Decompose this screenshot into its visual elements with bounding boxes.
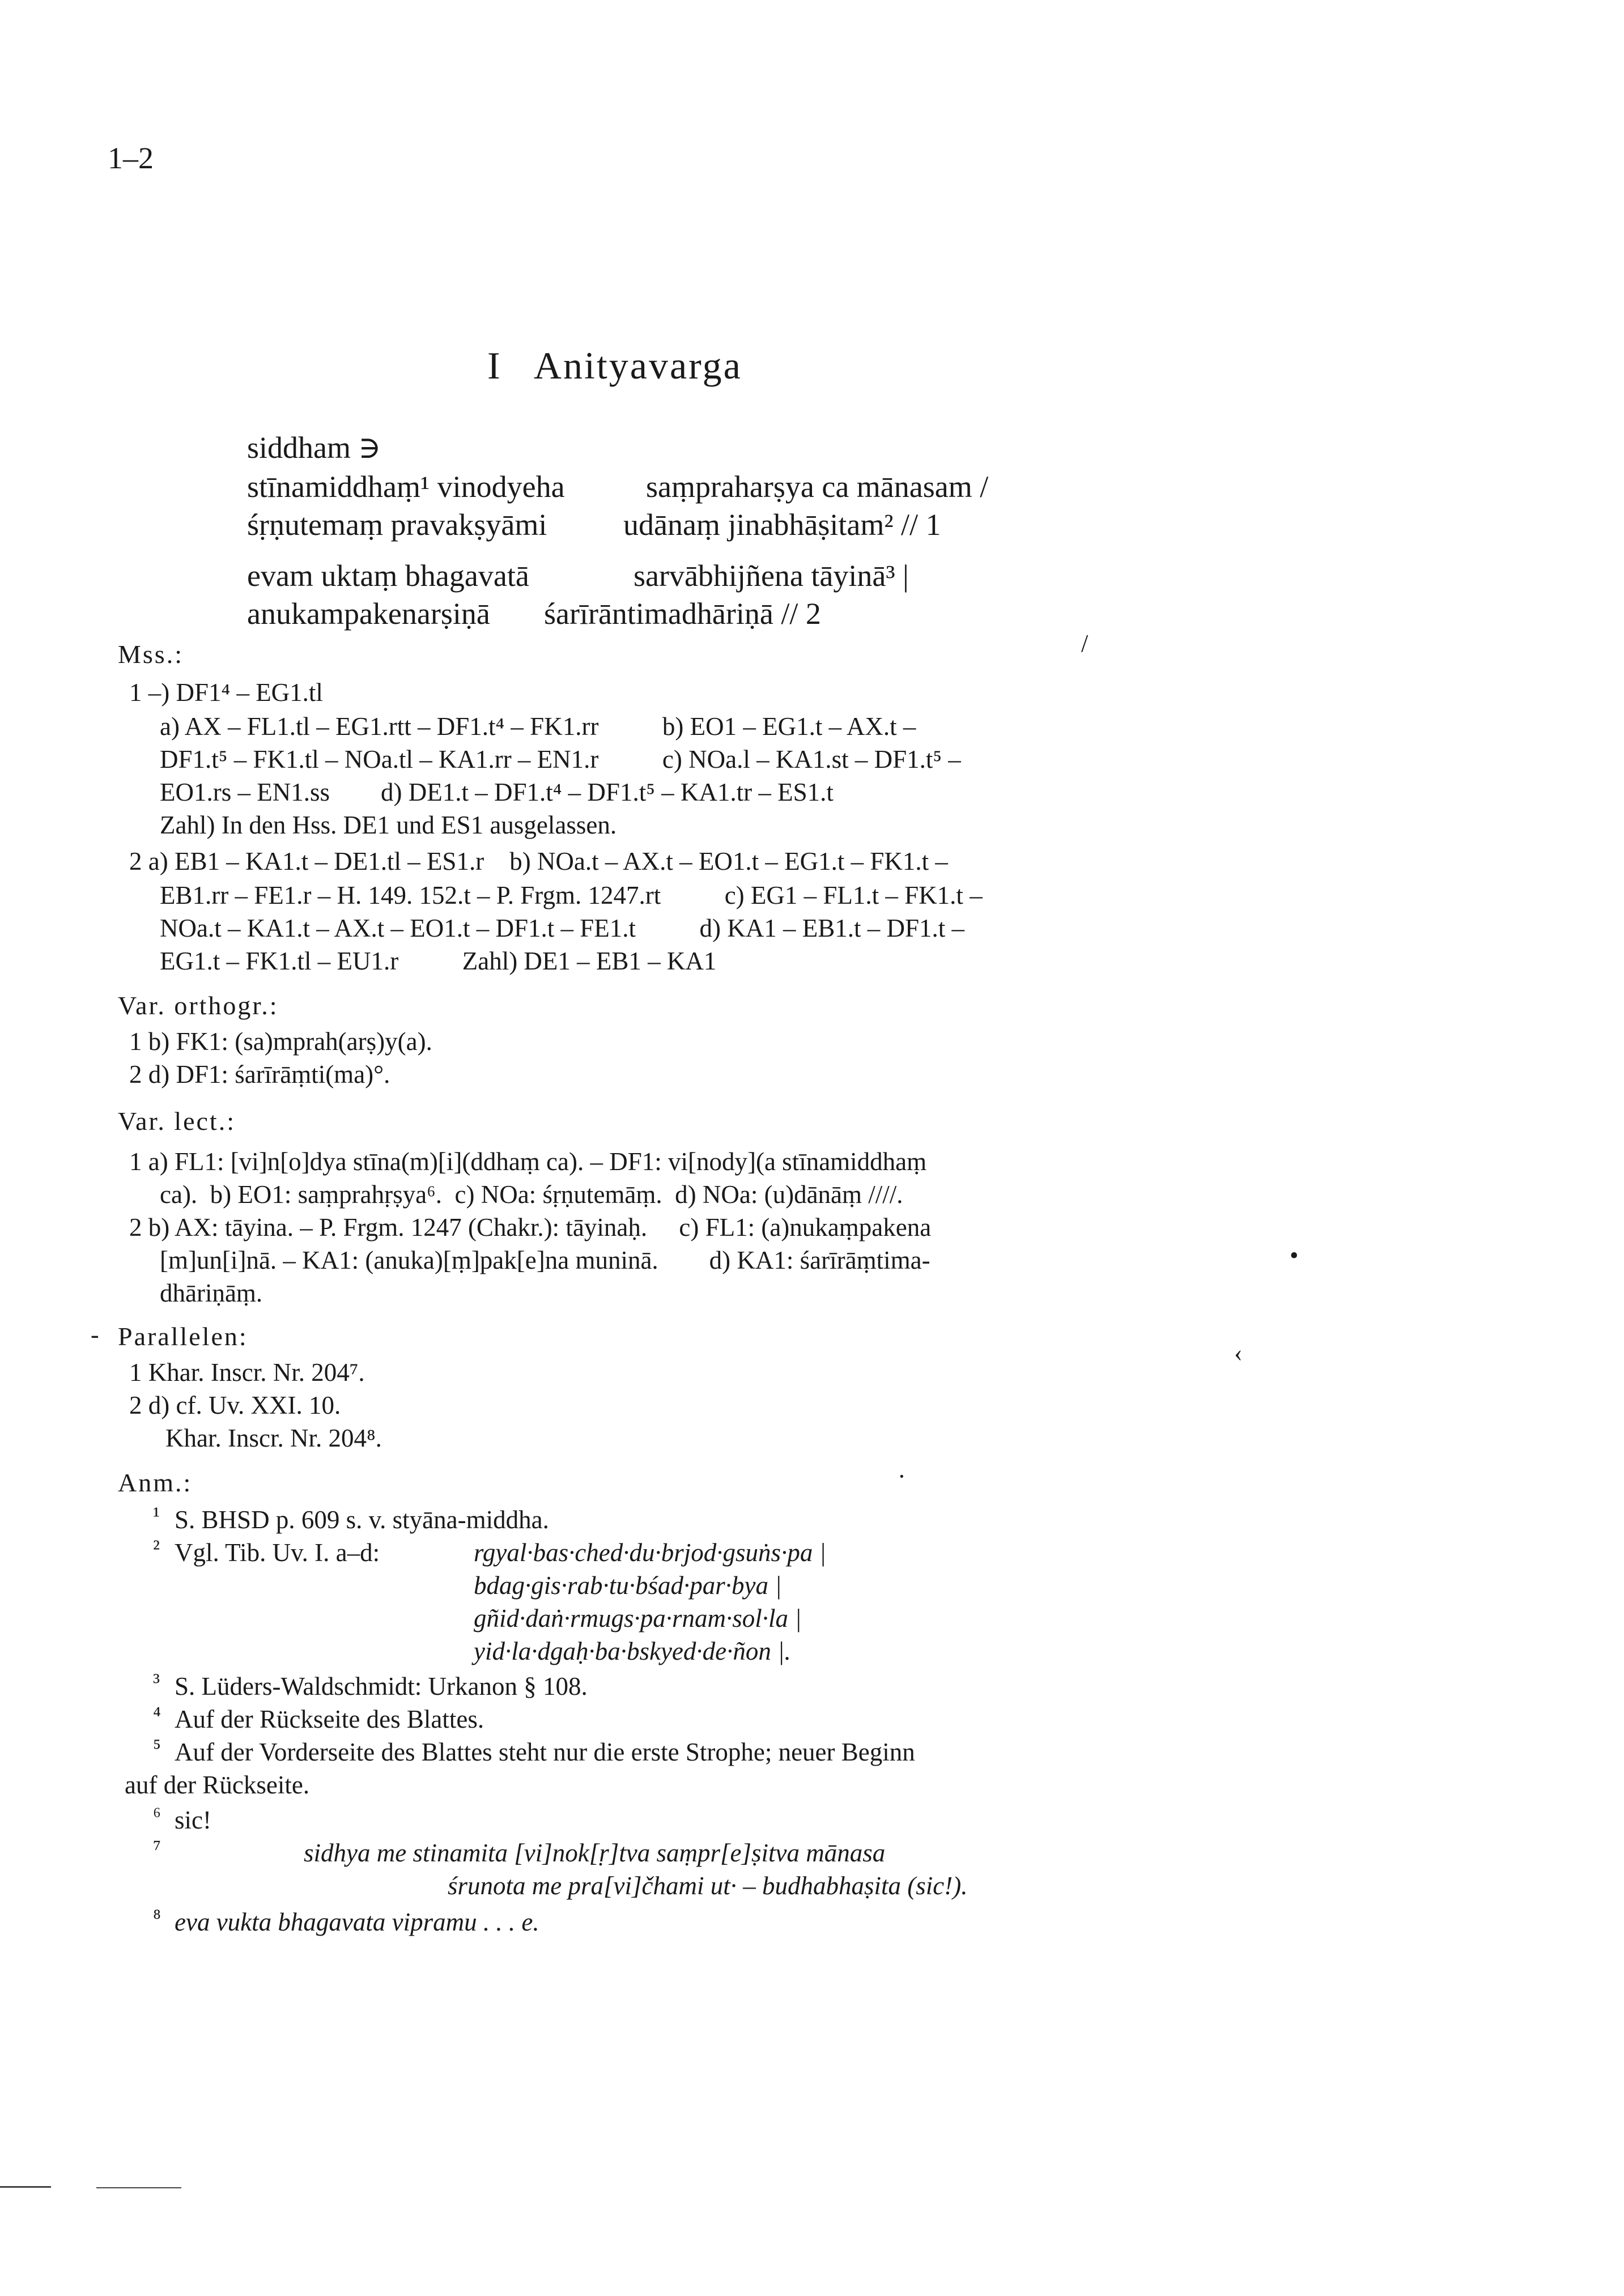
- stray-mark: •: [1290, 1241, 1299, 1269]
- stray-mark: ·: [898, 1462, 906, 1490]
- parallelen-line: 2 d) cf. Uv. XXI. 10.: [129, 1391, 341, 1419]
- verse-line: evam uktaṃ bhagavatā: [247, 559, 529, 593]
- tibetan-line: gñid·daṅ·rmugs·pa·rnam·sol·la |: [474, 1604, 802, 1632]
- footnote-mark: ¹: [153, 1502, 160, 1528]
- mss-line: 1 –) DF1⁴ – EG1.tl: [129, 678, 323, 707]
- mss-line: EB1.rr – FE1.r – H. 149. 152.t – P. Frgm. 1247.rt c) EG1 – FL1.t – FK1.t –: [160, 881, 983, 909]
- footnote-mark: ⁵: [153, 1734, 161, 1760]
- stray-mark: ‹: [1234, 1339, 1243, 1367]
- footnote-text: sic!: [175, 1806, 211, 1834]
- var-lect-line: ca). b) EO1: saṃprahṛṣya⁶. c) NOa: śṛṇutemāṃ. d) NOa: (u)dānāṃ ////.: [160, 1180, 903, 1209]
- verse-line: śṛṇutemaṃ pravakṣyāmi: [247, 508, 547, 542]
- mss-line: EO1.rs – EN1.ss d) DE1.t – DF1.t⁴ – DF1.t⁵ – KA1.tr – ES1.t: [160, 778, 834, 806]
- footnote-text: Vgl. Tib. Uv. I. a–d:: [175, 1538, 380, 1567]
- var-orthogr-line: 1 b) FK1: (sa)mprah(arṣ)y(a).: [129, 1027, 432, 1056]
- scan-line: [0, 2186, 51, 2188]
- footnote-text: śrunota me pra[vi]čhami ut· – budhabhaṣita (sic!).: [448, 1872, 968, 1900]
- anm-heading: Anm.:: [118, 1468, 193, 1497]
- var-lect-heading: Var. lect.:: [118, 1107, 236, 1136]
- var-lect-line: dhāriṇāṃ.: [160, 1279, 263, 1307]
- mss-line: 2 a) EB1 – KA1.t – DE1.tl – ES1.r b) NOa.t – AX.t – EO1.t – EG1.t – FK1.t –: [129, 847, 948, 875]
- stray-mark: /: [1081, 630, 1089, 657]
- verse-line: sarvābhijñena tāyinā³ |: [634, 559, 909, 593]
- var-lect-line: [m]un[i]nā. – KA1: (anuka)[ṃ]pak[e]na muninā. d) KA1: śarīrāṃtima-: [160, 1246, 930, 1274]
- footnote-text: Auf der Rückseite des Blattes.: [175, 1705, 484, 1733]
- footnote-mark: ²: [153, 1535, 160, 1561]
- footnote-text: S. Lüders-Waldschmidt: Urkanon § 108.: [175, 1672, 588, 1700]
- verse-line: udānaṃ jinabhāṣitam² // 1: [623, 508, 941, 542]
- var-orthogr-heading: Var. orthogr.:: [118, 991, 279, 1020]
- mss-line: Zahl) In den Hss. DE1 und ES1 ausgelassen.: [160, 811, 617, 839]
- footnote-text: sidhya me stinamita [vi]nok[ṛ]tva saṃpr[e]ṣitva mānasa: [304, 1839, 886, 1867]
- footnote-mark: ⁴: [153, 1702, 161, 1727]
- stray-mark: -: [91, 1321, 99, 1349]
- mss-line: a) AX – FL1.tl – EG1.rtt – DF1.t⁴ – FK1.rr b) EO1 – EG1.t – AX.t –: [160, 712, 916, 741]
- mss-line: NOa.t – KA1.t – AX.t – EO1.t – DF1.t – FE1.t d) KA1 – EB1.t – DF1.t –: [160, 914, 965, 942]
- var-lect-line: 1 a) FL1: [vi]n[o]dya stīna(m)[i](ddhaṃ ca). – DF1: vi[nody](a stīnamiddhaṃ: [129, 1147, 927, 1176]
- parallelen-line: 1 Khar. Inscr. Nr. 204⁷.: [129, 1358, 365, 1387]
- var-orthogr-line: 2 d) DF1: śarīrāṃti(ma)°.: [129, 1060, 390, 1089]
- tibetan-line: yid·la·dgaḥ·ba·bskyed·de·ñon |.: [474, 1637, 791, 1665]
- footnote-text: Auf der Vorderseite des Blattes steht nur die erste Strophe; neuer Beginn: [175, 1738, 915, 1766]
- page-title: I Anityavarga: [487, 344, 742, 387]
- footnote-text: eva vukta bhagavata vipramu . . . e.: [175, 1908, 539, 1936]
- mss-line: DF1.t⁵ – FK1.tl – NOa.tl – KA1.rr – EN1.r c) NOa.l – KA1.st – DF1.t⁵ –: [160, 745, 961, 773]
- verse-line: anukampakenarṣiṇā: [247, 597, 490, 631]
- page-number: 1–2: [108, 141, 154, 175]
- footnote-text: S. BHSD p. 609 s. v. styāna-middha.: [175, 1506, 549, 1534]
- parallelen-line: Khar. Inscr. Nr. 204⁸.: [165, 1424, 382, 1452]
- mss-heading: Mss.:: [118, 640, 184, 669]
- tibetan-line: bdag·gis·rab·tu·bśad·par·bya |: [474, 1571, 782, 1600]
- mss-line: EG1.t – FK1.tl – EU1.r Zahl) DE1 – EB1 – KA1: [160, 947, 717, 975]
- footnote-mark: ⁶: [153, 1802, 161, 1828]
- verse-line: śarīrāntimadhāriṇā // 2: [544, 597, 821, 631]
- footnote-text: auf der Rückseite.: [125, 1771, 310, 1799]
- footnote-mark: ⁸: [153, 1904, 161, 1930]
- verse-line: saṃpraharṣya ca mānasam /: [646, 470, 989, 504]
- var-lect-line: 2 b) AX: tāyina. – P. Frgm. 1247 (Chakr.): tāyinaḥ. c) FL1: (a)nukaṃpakena: [129, 1213, 932, 1241]
- footnote-mark: ³: [153, 1669, 160, 1694]
- verse-line: stīnamiddhaṃ¹ vinodyeha: [247, 470, 565, 504]
- scan-line: [96, 2187, 181, 2188]
- verse-line: siddham ∋: [247, 431, 381, 465]
- parallelen-heading: Parallelen:: [118, 1322, 248, 1351]
- footnote-mark: ⁷: [153, 1835, 161, 1861]
- tibetan-line: rgyal·bas·ched·du·brjod·gsuṅs·pa |: [474, 1538, 826, 1567]
